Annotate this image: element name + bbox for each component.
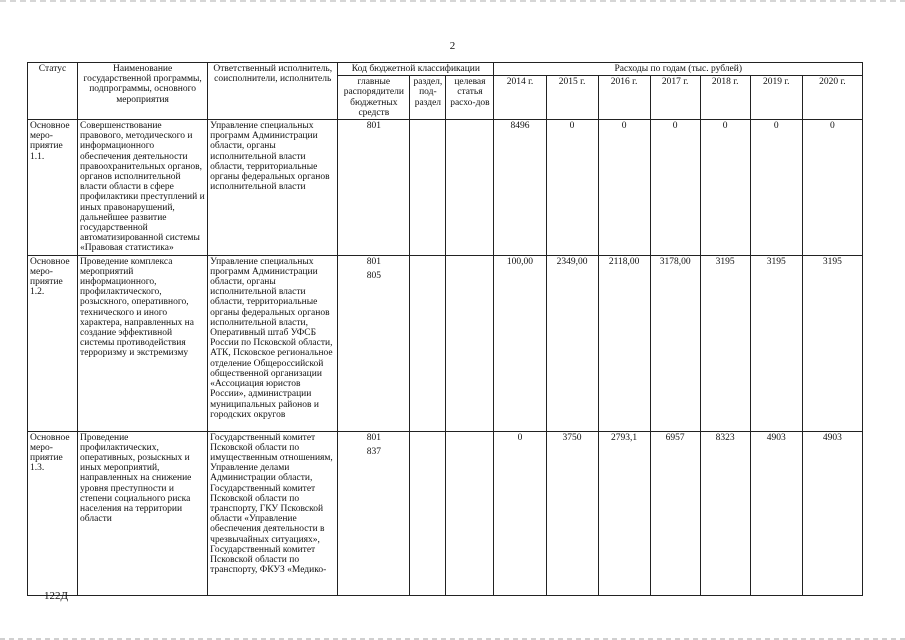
budget-code: 801 <box>366 121 381 132</box>
row-status: Основное меро-приятие 1.2. <box>28 255 78 431</box>
row-value: 3195 <box>700 255 750 431</box>
row-value: 8496 <box>494 120 546 256</box>
row-value: 0 <box>802 120 862 256</box>
row-name: Проведение комплекса мероприятий информационного, профилактического, розыскного, оперативного, технического и иного характера, направленных на создание эффективной системы противодействия терроризму и экстремизму <box>78 255 208 431</box>
header-row-1 <box>28 63 863 76</box>
row-status: Основное меро-приятие 1.3. <box>28 431 78 595</box>
col-year-header: 2018 г. <box>700 76 750 120</box>
row-value: 0 <box>546 120 598 256</box>
budget-code: 801 <box>366 432 381 443</box>
row-codes <box>338 255 410 431</box>
row-value: 4903 <box>750 431 802 595</box>
col-year-header: 2019 г. <box>750 76 802 120</box>
row-value: 0 <box>598 120 650 256</box>
row-value: 3178,00 <box>650 255 700 431</box>
col-name-header: Наименование государственной программы, подпрограммы, основного мероприятия <box>78 63 208 120</box>
row-value: 3195 <box>802 255 862 431</box>
col-year-header: 2020 г. <box>802 76 862 120</box>
row-codes <box>338 120 410 256</box>
row-value: 0 <box>494 431 546 595</box>
budget-code: 805 <box>366 270 381 281</box>
col-year-header: 2015 г. <box>546 76 598 120</box>
col-year-header: 2016 г. <box>598 76 650 120</box>
row-value: 100,00 <box>494 255 546 431</box>
col-main-managers-header: главные распорядители бюджетных средств <box>338 76 410 120</box>
row-executor: Государственный комитет Псковской области по имущественным отношениям, Управление делами Администрации области, Государственный комитет Псковской области по транспорту, ГКУ Псковской области «Управление обеспечения деятельности в чрезвычайных ситуациях», Государственный комитет Псковской области по транспорту, ФКУЗ «Медико- <box>208 431 338 595</box>
page-number: 2 <box>449 40 456 52</box>
row-target <box>446 255 494 431</box>
col-executor-header: Ответственный исполнитель, соисполнители, исполнитель <box>208 63 338 120</box>
row-section <box>410 431 446 595</box>
col-section-header: раздел, под-раздел <box>410 76 446 120</box>
row-section <box>410 255 446 431</box>
budget-code: 801 <box>366 256 381 267</box>
row-target <box>446 120 494 256</box>
row-value: 2793,1 <box>598 431 650 595</box>
row-value: 4903 <box>802 431 862 595</box>
table-row <box>28 431 863 595</box>
col-budget-code-header: Код бюджетной классификации <box>338 63 494 76</box>
row-name: Проведение профилактических, оперативных, розыскных и иных мероприятий, направленных на снижение уровня преступности и степени социального риска населения на территории области <box>78 431 208 595</box>
table-row <box>28 255 863 431</box>
row-section <box>410 120 446 256</box>
col-year-header: 2014 г. <box>494 76 546 120</box>
row-target <box>446 431 494 595</box>
document-code: 122Д <box>44 590 69 602</box>
budget-code: 837 <box>366 446 381 457</box>
row-value: 0 <box>700 120 750 256</box>
row-value: 2349,00 <box>546 255 598 431</box>
program-table <box>27 62 863 596</box>
row-executor: Управление специальных программ Администрации области, органы исполнительной власти области, территориальные органы федеральных органов исполнительной власти, Оперативный штаб УФСБ России по Псковской области, АТК, Псковское региональное отделение Общероссийской общественной организации «Ассоциация юристов России», администрации муниципальных районов и городских округов <box>208 255 338 431</box>
row-value: 0 <box>650 120 700 256</box>
row-value: 3195 <box>750 255 802 431</box>
row-value: 2118,00 <box>598 255 650 431</box>
col-expenses-header: Расходы по годам (тыс. рублей) <box>494 63 863 76</box>
row-executor: Управление специальных программ Администрации области, органы исполнительной власти области, территориальные органы федеральных органов исполнительной власти <box>208 120 338 256</box>
row-value: 6957 <box>650 431 700 595</box>
row-name: Совершенствование правового, методического и информационного обеспечения деятельности правоохранительных органов, органов исполнительной власти области в сфере профилактики преступлений и иных правонарушений, дальнейшее развитие государственной автоматизированной системы «Правовая статистика» <box>78 120 208 256</box>
row-value: 0 <box>750 120 802 256</box>
col-target-header: целевая статья расхо-дов <box>446 76 494 120</box>
col-year-header: 2017 г. <box>650 76 700 120</box>
row-codes <box>338 431 410 595</box>
row-status: Основное меро-приятие 1.1. <box>28 120 78 256</box>
row-value: 3750 <box>546 431 598 595</box>
scan-edge-top <box>0 0 905 2</box>
row-value: 8323 <box>700 431 750 595</box>
col-status-header: Статус <box>28 63 78 120</box>
table-row <box>28 120 863 256</box>
